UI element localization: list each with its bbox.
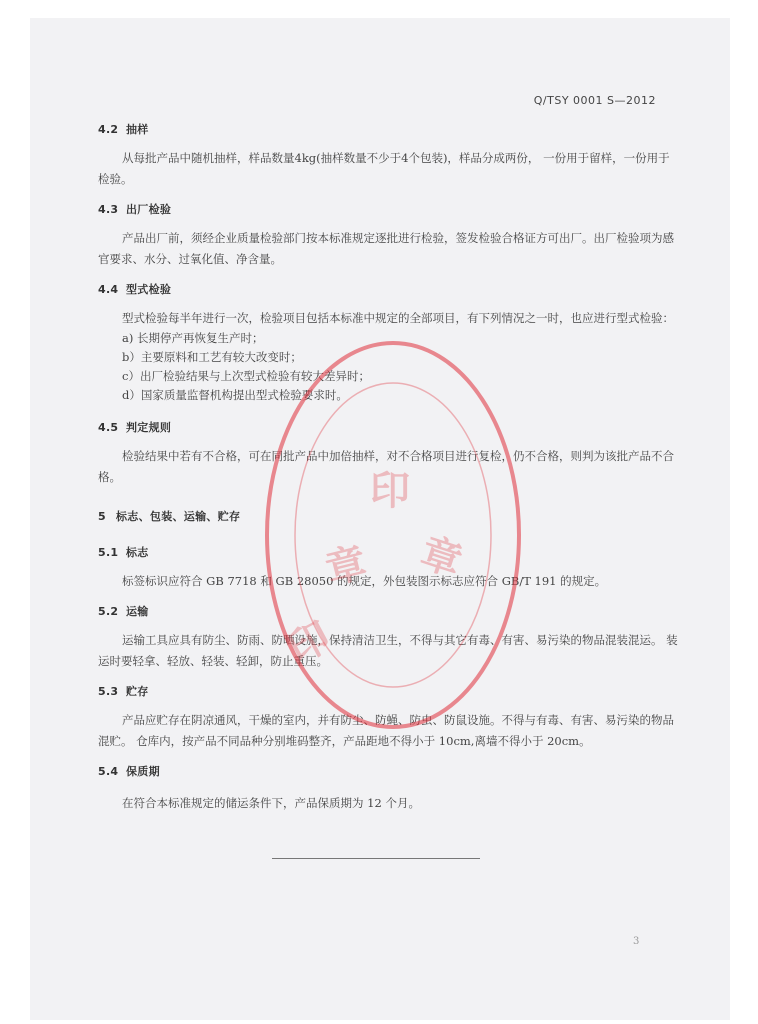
section-4-4-body: 型式检验每半年进行一次，检验项目包括本标准中规定的全部项目，有下列情况之一时，也应进行型式检验： — [122, 311, 674, 325]
section-5-2-body: 运输工具应具有防尘、防雨、防晒设施，保持清洁卫生，不得与其它有毒、有害、易污染的物品混装混运。 装运时要轻拿、轻放、轻装、轻卸，防止重压。 — [98, 633, 678, 668]
section-number: 5 — [98, 510, 106, 523]
svg-text:章: 章 — [414, 528, 468, 586]
section-number: 5.1 — [98, 546, 119, 559]
section-5-2-heading — [98, 603, 678, 619]
section-title: 出厂检验 — [126, 203, 172, 216]
section-title: 判定规则 — [126, 421, 172, 434]
section-4-3-body: 产品出厂前，须经企业质量检验部门按本标准规定逐批进行检验，签发检验合格证方可出厂。出厂检验项为感官要求、水分、过氧化值、净含量。 — [98, 231, 674, 266]
section-5-3-heading — [98, 683, 678, 699]
document-code: Q/TSY 0001 S—2012 — [533, 94, 656, 107]
section-title: 运输 — [126, 605, 149, 618]
section-number: 5.3 — [98, 685, 119, 698]
section-4-5-heading — [98, 419, 678, 435]
list-item: a) 长期停产再恢复生产时； — [122, 331, 264, 345]
section-4-4-heading — [98, 281, 678, 297]
section-title: 型式检验 — [126, 283, 172, 296]
section-number: 4.4 — [98, 283, 119, 296]
section-4-3-heading — [98, 201, 678, 217]
section-5-4-body: 在符合本标准规定的储运条件下，产品保质期为 12 个月。 — [122, 796, 420, 810]
section-number: 4.3 — [98, 203, 119, 216]
section-4-2-body: 从每批产品中随机抽样，样品数量4kg(抽样数量不少于4个包装)，样品分成两份， 一份用于留样，一份用于检验。 — [98, 151, 670, 186]
page-number: 3 — [633, 936, 640, 947]
section-title: 抽样 — [126, 123, 149, 136]
footer-divider — [272, 858, 480, 859]
section-number: 5.4 — [98, 765, 119, 778]
section-5-3-body: 产品应贮存在阴凉通风，干燥的室内，并有防尘、防蝇、防虫、防鼠设施。不得与有毒、有害、易污染的物品混贮。 仓库内，按产品不同品种分别堆码整齐，产品距地不得小于 10cm,离墙不得小于 20cm。 — [98, 713, 674, 748]
section-5-1-body: 标签标识应符合 GB 7718 和 GB 28050 的规定，外包装图示标志应符合 GB/T 191 的规定。 — [122, 574, 607, 588]
section-title: 标志 — [126, 546, 149, 559]
section-title: 标志、包装、运输、贮存 — [116, 510, 241, 523]
section-5-heading — [98, 508, 678, 524]
svg-text:印: 印 — [370, 467, 410, 514]
section-5-4-heading — [98, 763, 678, 779]
section-title: 贮存 — [126, 685, 149, 698]
document-body — [98, 121, 678, 814]
list-item: d）国家质量监督机构提出型式检验要求时。 — [122, 388, 348, 402]
svg-text:印: 印 — [280, 612, 339, 673]
document-page — [30, 18, 730, 1020]
list-item: b）主要原料和工艺有较大改变时； — [122, 350, 302, 364]
section-title: 保质期 — [126, 765, 160, 778]
section-number: 4.2 — [98, 123, 119, 136]
section-number: 4.5 — [98, 421, 119, 434]
svg-text:章: 章 — [321, 538, 372, 594]
section-4-5-body: 检验结果中若有不合格，可在同批产品中加倍抽样，对不合格项目进行复检，仍不合格，则判为该批产品不合格。 — [98, 449, 674, 484]
section-5-1-heading — [98, 544, 678, 560]
section-4-2-heading — [98, 121, 678, 137]
list-item: c）出厂检验结果与上次型式检验有较大差异时； — [122, 369, 370, 383]
section-number: 5.2 — [98, 605, 119, 618]
